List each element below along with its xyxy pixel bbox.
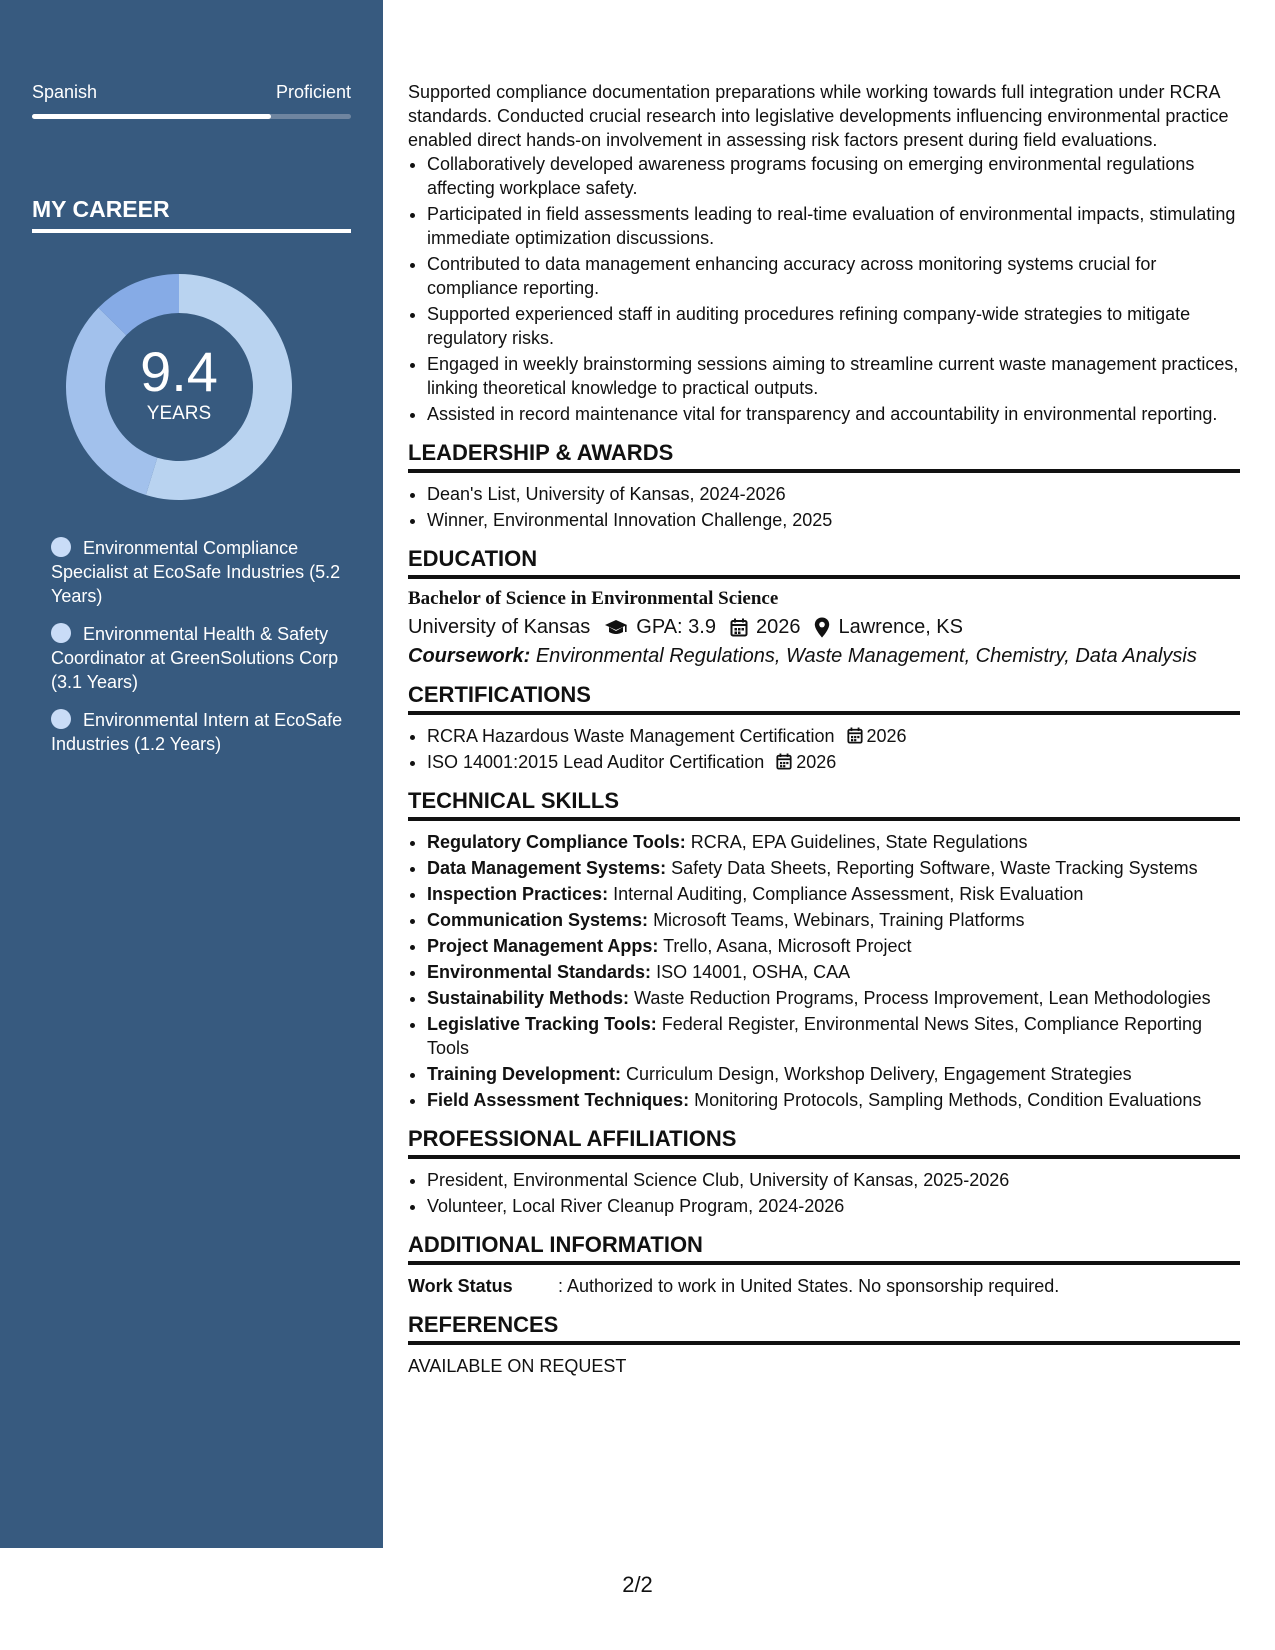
language-proficiency-bar	[32, 114, 351, 119]
page-number: 2/2	[622, 1572, 653, 1597]
skill-label: Legislative Tracking Tools:	[427, 1014, 657, 1034]
certification-name: RCRA Hazardous Waste Management Certification	[427, 726, 835, 746]
skill-value: Trello, Asana, Microsoft Project	[663, 936, 912, 956]
list-item	[427, 1088, 1240, 1112]
work-status-row	[408, 1274, 1240, 1298]
career-list	[51, 536, 351, 770]
list-item	[427, 856, 1240, 880]
skill-value: RCRA, EPA Guidelines, State Regulations	[690, 832, 1028, 852]
list-item	[427, 986, 1240, 1010]
list-item	[427, 724, 1240, 748]
certification-name: ISO 14001:2015 Lead Auditor Certification	[427, 752, 765, 772]
skill-label: Environmental Standards:	[427, 962, 652, 982]
section-title-skills: TECHNICAL SKILLS	[408, 788, 1240, 821]
list-item: • Engaged in weekly brainstorming sessions aiming to streamline current waste management practices, linking theoretical knowledge to practical outputs.	[427, 352, 1240, 400]
coursework-value: Environmental Regulations, Waste Management, Chemistry, Data Analysis	[535, 645, 1197, 667]
career-item: Environmental Intern at EcoSafe Industries (1.2 Years)	[51, 710, 343, 754]
skill-value: Safety Data Sheets, Reporting Software, Waste Tracking Systems	[671, 858, 1198, 878]
language-proficiency-fill	[32, 114, 271, 119]
education-gpa: GPA: 3.9	[636, 616, 716, 638]
list-item	[427, 934, 1240, 958]
education-school: University of Kansas	[408, 616, 591, 638]
skill-label: Regulatory Compliance Tools:	[427, 832, 686, 852]
language-row	[32, 82, 351, 103]
skill-value: Waste Reduction Programs, Process Improvement, Lean Methodologies	[634, 988, 1211, 1008]
skill-value: Federal Register, Environmental News Sites, Compliance Reporting Tools	[427, 1014, 1202, 1058]
section-title-references: REFERENCES	[408, 1312, 1240, 1345]
leadership-list	[408, 482, 1240, 532]
bullet-dot-icon	[51, 537, 71, 557]
skill-value: ISO 14001, OSHA, CAA	[656, 962, 851, 982]
coursework-label: Coursework:	[408, 645, 531, 667]
career-years-unit: YEARS	[146, 403, 212, 424]
career-years-value: 9.4	[140, 340, 218, 403]
calendar-icon	[730, 618, 748, 637]
list-item	[427, 1062, 1240, 1086]
list-item: • Collaboratively developed awareness programs focusing on emerging environmental regulations affecting workplace safety.	[427, 152, 1240, 200]
skill-value: Curriculum Design, Workshop Delivery, Engagement Strategies	[626, 1064, 1132, 1084]
location-pin-icon	[814, 617, 830, 638]
experience-bullets	[408, 152, 1240, 426]
skill-value: Monitoring Protocols, Sampling Methods, Condition Evaluations	[694, 1090, 1202, 1110]
skill-label: Project Management Apps:	[427, 936, 659, 956]
list-item	[427, 908, 1240, 932]
affiliations-list	[408, 1168, 1240, 1218]
certification-year: 2026	[866, 726, 907, 746]
list-item: • Contributed to data management enhancing accuracy across monitoring systems crucial for compliance reporting.	[427, 252, 1240, 300]
list-item	[427, 750, 1240, 774]
calendar-icon	[776, 753, 792, 770]
career-heading: MY CAREER	[32, 196, 351, 233]
list-item: • Supported experienced staff in auditing procedures refining company-wide strategies to mitigate regulatory risks.	[427, 302, 1240, 350]
skill-label: Field Assessment Techniques:	[427, 1090, 690, 1110]
references-text: AVAILABLE ON REQUEST	[408, 1356, 627, 1376]
section-title-additional: ADDITIONAL INFORMATION	[408, 1232, 1240, 1265]
skill-label: Communication Systems:	[427, 910, 649, 930]
list-item	[427, 882, 1240, 906]
section-title-education: EDUCATION	[408, 546, 1240, 579]
work-status-label: Work Status	[408, 1276, 513, 1296]
career-total	[66, 274, 292, 500]
list-item: • Assisted in record maintenance vital for transparency and accountability in environmental reporting.	[427, 402, 1240, 426]
list-item: • Dean's List, University of Kansas, 2024-2026	[427, 482, 1240, 506]
language-level: Proficient	[275, 82, 351, 102]
bullet-dot-icon	[51, 623, 71, 643]
career-item: Environmental Compliance Specialist at EcoSafe Industries (5.2 Years)	[51, 538, 341, 606]
sidebar	[0, 0, 383, 1548]
main-content	[408, 80, 1240, 1378]
bullet-dot-icon	[51, 709, 71, 729]
skill-label: Training Development:	[427, 1064, 622, 1084]
skill-value: Microsoft Teams, Webinars, Training Platforms	[653, 910, 1025, 930]
skill-value: Internal Auditing, Compliance Assessment, Risk Evaluation	[613, 884, 1084, 904]
education-location: Lawrence, KS	[838, 616, 963, 638]
list-item	[427, 960, 1240, 984]
section-title-certifications: CERTIFICATIONS	[408, 682, 1240, 715]
skill-label: Data Management Systems:	[427, 858, 667, 878]
skill-label: Inspection Practices:	[427, 884, 609, 904]
graduation-cap-icon	[604, 619, 628, 637]
education-coursework	[408, 645, 1240, 668]
language-name: Spanish	[32, 82, 98, 102]
education-year: 2026	[755, 616, 801, 638]
list-item: • President, Environmental Science Club, University of Kansas, 2025-2026	[427, 1168, 1240, 1192]
education-degree: Bachelor of Science in Environmental Science	[408, 588, 779, 609]
list-item: • Winner, Environmental Innovation Challenge, 2025	[427, 508, 1240, 532]
list-item: • Participated in field assessments leading to real-time evaluation of environmental impacts, stimulating immediate optimization discussions.	[427, 202, 1240, 250]
experience-summary: Supported compliance documentation preparations while working towards full integration under RCRA standards. Conducted crucial research into legislative developments influencing environmental practice enabled direct hands-on involvement in assessing risk factors present during field evaluations.	[408, 82, 1229, 150]
list-item	[427, 1012, 1240, 1060]
education-meta	[408, 616, 1240, 639]
work-status-value: : Authorized to work in United States. No sponsorship required.	[558, 1276, 1060, 1296]
list-item: • Volunteer, Local River Cleanup Program, 2024-2026	[427, 1194, 1240, 1218]
career-item: Environmental Health & Safety Coordinator at GreenSolutions Corp (3.1 Years)	[51, 624, 339, 692]
certification-year: 2026	[796, 752, 837, 772]
certifications-list	[408, 724, 1240, 774]
calendar-icon	[847, 727, 863, 744]
list-item	[427, 830, 1240, 854]
skill-label: Sustainability Methods:	[427, 988, 630, 1008]
section-title-affiliations: PROFESSIONAL AFFILIATIONS	[408, 1126, 1240, 1159]
skills-list	[408, 830, 1240, 1112]
section-title-leadership: LEADERSHIP & AWARDS	[408, 440, 1240, 473]
